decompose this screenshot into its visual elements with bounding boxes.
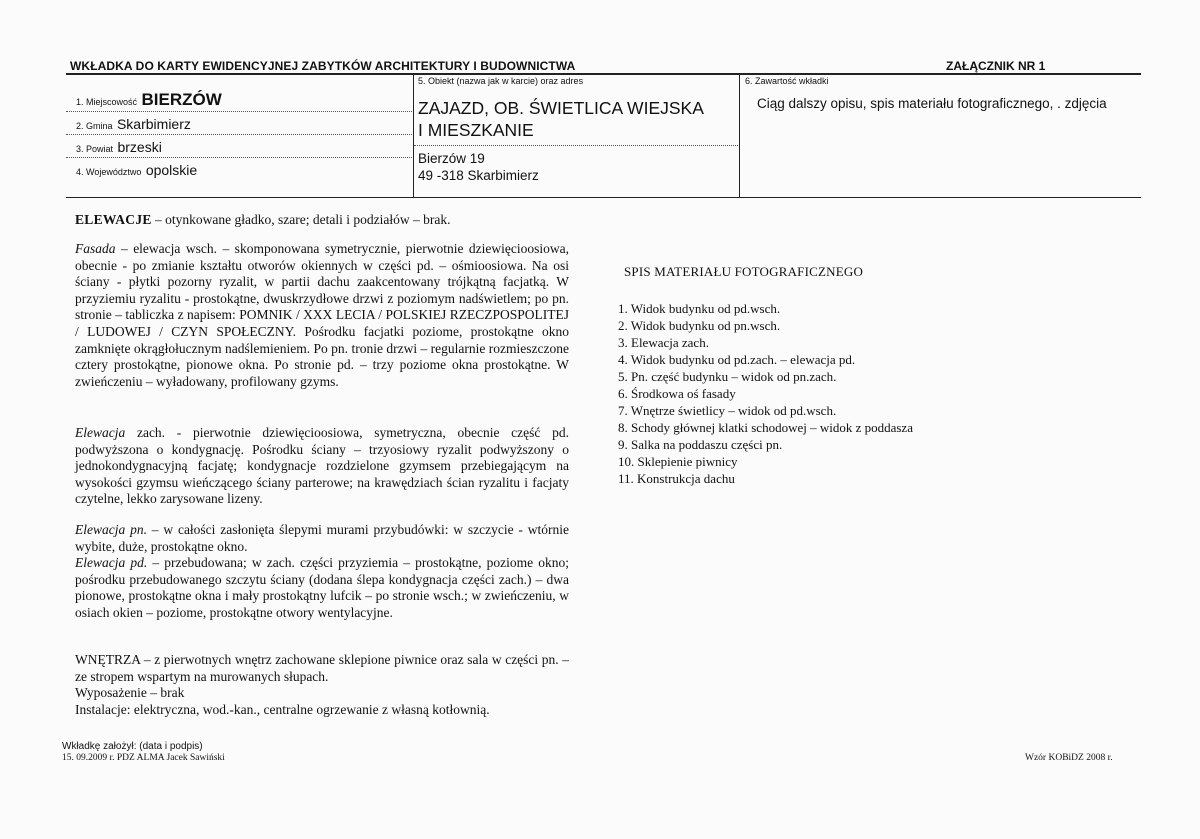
form-divider-right: [739, 75, 740, 197]
locality-field: [76, 90, 222, 110]
elevations-section: [75, 212, 569, 229]
elevations-heading: ELEWACJE: [75, 212, 152, 227]
north-elevation-text: – w całości zasłonięta ślepymi murami przybudówki: w szczycie - wtórnie wybite, duże, prostokątne okno.: [75, 522, 569, 554]
commune-label: 2. Gmina: [76, 121, 113, 131]
south-elevation-label: Elewacja pd.: [75, 555, 148, 571]
elevations-text: – otynkowane gładko, szare; detali i podziałów – brak.: [151, 212, 451, 227]
annex-number: ZAŁĄCZNIK NR 1: [946, 59, 1046, 73]
created-by-value: 15. 09.2009 r. PDZ ALMA Jacek Sawiński: [62, 753, 225, 763]
object-label: 5. Obiekt (nazwa jak w karcie) oraz adres: [418, 76, 584, 86]
district-label: 3. Powiat: [76, 144, 114, 154]
list-item: 1. Widok budynku od pd.wsch.: [618, 301, 781, 316]
west-elevation-text: zach. - pierwotnie dziewięcioosiowa, symetryczna, obecnie część pd. podwyższona o kondygnację. Pośrodku ściany – trzyosiowy ryzalit podwyższony o jednokondygnacyjną facjatę; kondygnacje rozdzielone gzymsem przebiegającym na wysokości gzymsu wieńczącego ściany parterowe; na krawędziach ścian ryzalitu i facjaty czytelne, lekko zarysowane lizeny.: [75, 425, 569, 507]
facade-label: Fasada: [75, 241, 116, 256]
list-item: 5. Pn. część budynku – widok od pn.zach.: [618, 369, 837, 384]
contents-label: 6. Zawartość wkładki: [745, 76, 829, 86]
locality-label: 1. Miejscowość: [76, 97, 138, 107]
south-elevation-text: – przebudowana; w zach. części przyziemia – prostokątne, poziome okno; pośrodku przebudowanego szczytu ściany (dodana ślepa kondygnacja części zach.) – dwa pionowe, prostokątne okna i mały prostokątny lufcik – po stronie wsch.; w zwieńczeniu, w osiach okien – poziome, prostokątne otwory wentylacyjne.: [75, 555, 569, 620]
voivodeship-label: 4. Województwo: [76, 167, 142, 177]
facade-text: – elewacja wsch. – skomponowana symetrycznie, pierwotnie dziewięcioosiowa, obecnie - po zmianie kształtu otworów okiennych w części pd. – ośmioosiowa. Na osi ściany - płytki pozorny ryzalit, w partii dachu zaakcentowany trójkątną facjatką. W przyziemiu ryzalitu - prostokątne, dwuskrzydłowe drzwi z poziomym nadświetlem; po pn. stronie – tabliczka z napisem: POMNIK / XXX LECIA / POLSKIEJ RZECZPOSPOLITEJ / LUDOWEJ / CZYN SPOŁECZNY. Pośrodku facjatki poziome, prostokątne okno zamknięte okrągłołucznym nadślemieniem. Po pn. tronie drzwi – regularnie rozmieszczone cztery prostokątne, pionowe okna. Po stronie pd. – trzy poziome okna prostokątne. W zwieńczeniu – wyładowany, profilowany gzyms.: [75, 241, 569, 389]
facade-paragraph: [75, 241, 569, 390]
district-underline: [66, 157, 412, 158]
object-name-underline: [414, 145, 738, 146]
list-item: 6. Środkowa oś fasady: [618, 386, 736, 401]
photo-list: [618, 300, 913, 487]
form-title: WKŁADKA DO KARTY EWIDENCYJNEJ ZABYTKÓW ARCHITEKTURY I BUDOWNICTWA: [70, 59, 576, 73]
object-address: [418, 150, 539, 184]
commune-value: Skarbimierz: [116, 116, 191, 132]
list-item: 10. Sklepienie piwnicy: [618, 454, 738, 469]
list-item: 3. Elewacja zach.: [618, 335, 709, 350]
template-version: Wzór KOBiDZ 2008 r.: [1025, 753, 1113, 763]
north-south-paragraph: [75, 522, 569, 622]
form-divider-left: [413, 75, 414, 197]
list-item: 8. Schody głównej klatki schodowej – widok z poddasza: [618, 420, 913, 435]
object-address-line2: 49 -318 Skarbimierz: [418, 168, 539, 183]
list-item: 4. Widok budynku od pd.zach. – elewacja pd.: [618, 352, 856, 367]
north-elevation-label: Elewacja pn.: [75, 522, 147, 537]
photo-list-title: SPIS MATERIAŁU FOTOGRAFICZNEGO: [624, 264, 864, 279]
interior-text: WNĘTRZA – z pierwotnych wnętrz zachowane sklepione piwnice oraz sala w części pn. – ze stropem wspartym na murowanych słupach.: [75, 652, 569, 684]
list-item: 2. Widok budynku od pn.wsch.: [618, 318, 781, 333]
object-name: [418, 97, 738, 141]
interior-paragraph: [75, 652, 569, 718]
west-elevation-label: Elewacja: [75, 425, 126, 440]
locality-value: BIERZÓW: [141, 90, 222, 109]
west-elevation-paragraph: [75, 425, 569, 508]
object-name-line2: I MIESZKANIE: [418, 120, 534, 140]
created-by-label: Wkładkę założył: (data i podpis): [62, 741, 203, 752]
commune-underline: [66, 134, 412, 135]
contents-value: Ciąg dalszy opisu, spis materiału fotograficznego, . zdjęcia: [757, 96, 1107, 111]
header-rule: [66, 73, 1141, 75]
list-item: 9. Salka na poddaszu części pn.: [618, 437, 783, 452]
object-address-line1: Bierzów 19: [418, 151, 485, 166]
voivodeship-value: opolskie: [145, 162, 198, 178]
list-item: 7. Wnętrze świetlicy – widok od pd.wsch.: [618, 403, 837, 418]
equipment-text: Wyposażenie – brak: [75, 685, 185, 701]
voivodeship-field: [76, 162, 197, 180]
list-item: 11. Konstrukcja dachu: [618, 471, 735, 486]
object-name-line1: ZAJAZD, OB. ŚWIETLICA WIEJSKA: [418, 98, 704, 118]
district-value: brzeski: [117, 139, 162, 155]
district-field: [76, 139, 162, 157]
installations-text: Instalacje: elektryczna, wod.-kan., centralne ogrzewanie z własną kotłownią.: [75, 701, 490, 717]
form-bottom-rule: [66, 197, 1141, 198]
locality-underline: [66, 111, 412, 112]
commune-field: [76, 116, 191, 134]
